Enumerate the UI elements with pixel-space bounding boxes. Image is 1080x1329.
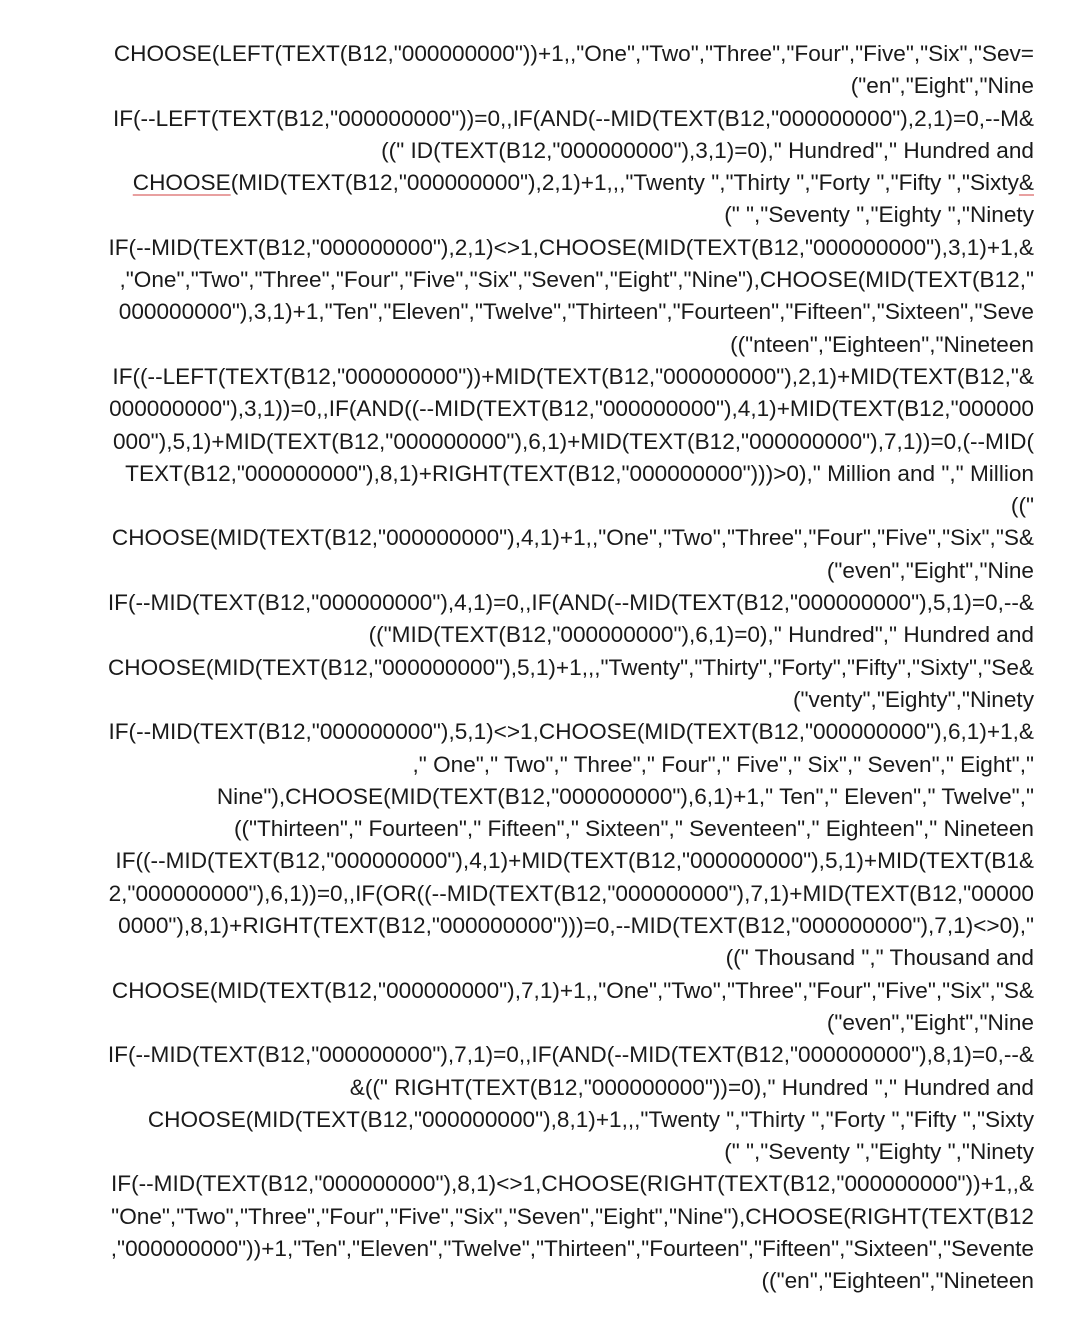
text-line: IF((--LEFT(TEXT(B12,"000000000"))+MID(TEXT(B12,"000000000"),2,1)+MID(TEXT(B12,"& (112, 363, 1034, 389)
text-line: 000"),5,1)+MID(TEXT(B12,"000000000"),6,1)+MID(TEXT(B12,"000000000"),7,1))=0,(--MID( (112, 428, 1034, 454)
text-line: IF((--MID(TEXT(B12,"000000000"),4,1)+MID(TEXT(B12,"000000000"),5,1)+MID(TEXT(B1& (115, 848, 1034, 874)
text-line: IF(--MID(TEXT(B12,"000000000"),8,1)<>1,CHOOSE(RIGHT(TEXT(B12,"000000000"))+1,,& (111, 1171, 1034, 1197)
text-line: (" ","Seventy ","Eighty ","Ninety (724, 1139, 1034, 1165)
text-line: (("nteen","Eighteen","Nineteen (730, 331, 1034, 357)
text-line: TEXT(B12,"000000000"),8,1)+RIGHT(TEXT(B12,"000000000")))>0)," Million and "," Million (125, 460, 1034, 486)
text-line: 0000"),8,1)+RIGHT(TEXT(B12,"000000000")))=0,--MID(TEXT(B12,"000000000"),7,1)<>0)," (118, 913, 1034, 939)
text-line: (" ","Seventy ","Eighty ","Ninety (724, 202, 1034, 228)
text-line: IF(--LEFT(TEXT(B12,"000000000"))=0,,IF(AND(--MID(TEXT(B12,"000000000"),2,1)=0,--M& (112, 105, 1034, 131)
text-line: ,"000000000"))+1,"Ten","Eleven","Twelve","Thirteen","Fourteen","Fifteen","Sixteen","Sevente (110, 1235, 1034, 1261)
text-line: CHOOSE(MID(TEXT(B12,"000000000"),7,1)+1,,"One","Two","Three","Four","Five","Six","S& (111, 977, 1034, 1003)
formula-document (30, 38, 1034, 1298)
text-line: ((" (1010, 493, 1034, 519)
text-line: (("en","Eighteen","Nineteen (761, 1268, 1034, 1294)
spellcheck-symbol[interactable]: & (1018, 170, 1034, 196)
text-line: IF(--MID(TEXT(B12,"000000000"),4,1)=0,,IF(AND(--MID(TEXT(B12,"000000000"),5,1)=0,--& (107, 590, 1034, 616)
text-line: IF(--MID(TEXT(B12,"000000000"),2,1)<>1,CHOOSE(MID(TEXT(B12,"000000000"),3,1)+1,& (108, 234, 1034, 260)
text-line: ,"One","Two","Three","Four","Five","Six","Seven","Eight","Nine"),CHOOSE(MID(TEXT(B12," (119, 267, 1034, 293)
text-line: CHOOSE(MID(TEXT(B12,"000000000"),5,1)+1,,,"Twenty","Thirty","Forty","Fifty","Sixty","Se& (107, 654, 1034, 680)
text-line: ("even","Eight","Nine (826, 557, 1034, 583)
spellcheck-word[interactable]: CHOOSE (132, 170, 231, 196)
text-line: ((" Thousand "," Thousand and (725, 945, 1034, 971)
text-line: "One","Two","Three","Four","Five","Six","Seven","Eight","Nine"),CHOOSE(RIGHT(TEXT(B12 (111, 1203, 1034, 1229)
text-line: Nine"),CHOOSE(MID(TEXT(B12,"000000000"),6,1)+1," Ten"," Eleven"," Twelve"," (216, 783, 1034, 809)
text-line: (("Thirteen"," Fourteen"," Fifteen"," Sixteen"," Seventeen"," Eighteen"," Nineteen (233, 816, 1034, 842)
text-line: IF(--MID(TEXT(B12,"000000000"),7,1)=0,,IF(AND(--MID(TEXT(B12,"000000000"),8,1)=0,--& (107, 1042, 1034, 1068)
text-line: ," One"," Two"," Three"," Four"," Five"," Six"," Seven"," Eight"," (412, 751, 1034, 777)
text-line: CHOOSE(MID(TEXT(B12,"000000000"),4,1)+1,,"One","Two","Three","Four","Five","Six","S& (111, 525, 1034, 551)
text-line: 000000000"),3,1))=0,,IF(AND((--MID(TEXT(B12,"000000000"),4,1)+MID(TEXT(B12,"000000 (109, 396, 1034, 422)
text-line: IF(--MID(TEXT(B12,"000000000"),5,1)<>1,CHOOSE(MID(TEXT(B12,"000000000"),6,1)+1,& (108, 719, 1034, 745)
text-line: CHOOSE(MID(TEXT(B12,"000000000"),8,1)+1,,,"Twenty ","Thirty ","Forty ","Fifty ","Sixty (147, 1106, 1034, 1132)
text-segment: (MID(TEXT(B12,"000000000"),2,1)+1,,,"Twenty ","Thirty ","Forty ","Fifty ","Sixty (230, 170, 1019, 196)
text-line: ("venty","Eighty","Ninety (792, 686, 1034, 712)
text-line: (("MID(TEXT(B12,"000000000"),6,1)=0)," Hundred"," Hundred and (368, 622, 1034, 648)
text-line: ((" ID(TEXT(B12,"000000000"),3,1)=0)," Hundred"," Hundred and (381, 137, 1034, 163)
text-line: &((" RIGHT(TEXT(B12,"000000000"))=0)," Hundred "," Hundred and (349, 1074, 1034, 1100)
text-line: 000000000"),3,1)+1,"Ten","Eleven","Twelve","Thirteen","Fourteen","Fifteen","Sixteen","Seve (118, 299, 1034, 325)
text-line-spellcheck (30, 167, 1034, 199)
text-line: ("en","Eight","Nine (850, 73, 1034, 99)
text-line: CHOOSE(LEFT(TEXT(B12,"000000000"))+1,,"One","Two","Three","Four","Five","Six","Sev= (113, 41, 1034, 66)
text-line: ("even","Eight","Nine (826, 1009, 1034, 1035)
text-line: 2,"000000000"),6,1))=0,,IF(OR((--MID(TEXT(B12,"000000000"),7,1)+MID(TEXT(B12,"00000 (108, 880, 1034, 906)
